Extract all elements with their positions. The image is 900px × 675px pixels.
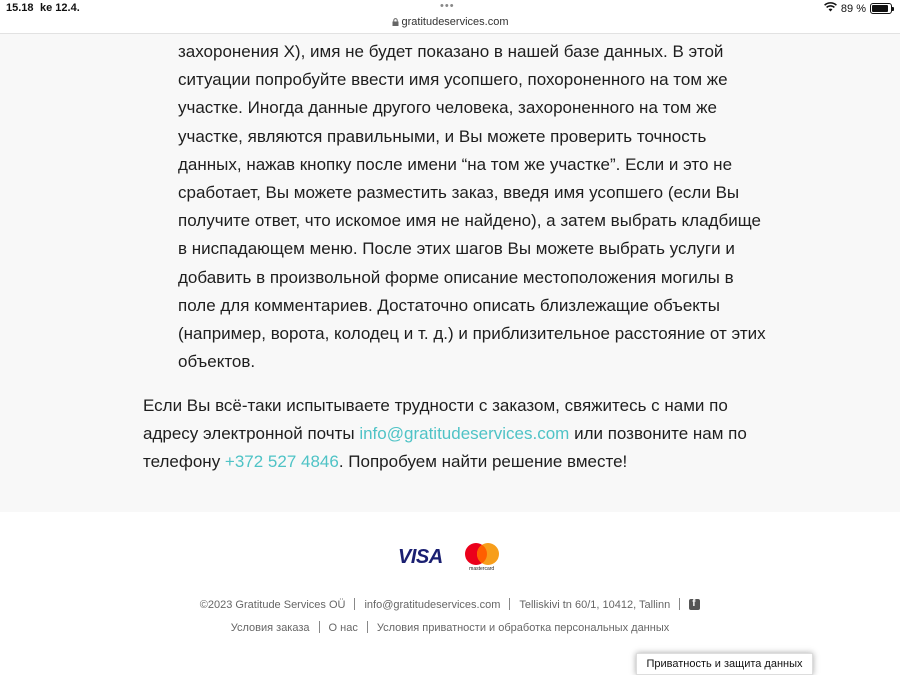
mastercard-label: mastercard bbox=[469, 566, 495, 572]
more-dots-icon[interactable]: ••• bbox=[440, 0, 455, 12]
facebook-icon[interactable]: f bbox=[689, 599, 700, 610]
url-text: gratitudeservices.com bbox=[401, 16, 509, 28]
footer bbox=[0, 512, 900, 675]
privacy-policy-link[interactable]: Условия приватности и обработка персональных данных bbox=[376, 622, 670, 634]
footer-info-row bbox=[0, 598, 900, 611]
visa-logo: VISA bbox=[398, 545, 443, 568]
footer-links-row bbox=[0, 621, 900, 634]
mastercard-logo bbox=[463, 542, 501, 572]
separator bbox=[367, 621, 368, 633]
battery-percent: 89 % bbox=[840, 2, 866, 15]
contact-text-1: Если Вы всё-таки испытываете трудности с заказом, свяжитесь с нами по адресу электронной почты bbox=[143, 396, 728, 444]
separator bbox=[319, 621, 320, 633]
status-time: 15.18 bbox=[6, 2, 34, 14]
phone-link[interactable]: +372 527 4846 bbox=[224, 452, 339, 472]
wifi-icon bbox=[824, 2, 837, 15]
battery-fill bbox=[872, 5, 888, 12]
status-date: ke 12.4. bbox=[40, 2, 80, 14]
footer-address: Telliskivi tn 60/1, 10412, Tallinn bbox=[519, 599, 671, 611]
about-link[interactable]: О нас bbox=[328, 622, 358, 634]
main-content bbox=[0, 34, 900, 512]
address-bar[interactable] bbox=[0, 16, 900, 28]
battery-icon bbox=[870, 3, 892, 14]
separator bbox=[509, 598, 510, 610]
payment-logos bbox=[398, 542, 501, 572]
footer-email-link[interactable]: info@gratitudeservices.com bbox=[364, 599, 501, 611]
terms-link[interactable]: Условия заказа bbox=[230, 622, 310, 634]
email-link[interactable]: info@gratitudeservices.com bbox=[359, 424, 570, 444]
status-bar bbox=[0, 0, 900, 34]
contact-text-3: . Попробуем найти решение вместе! bbox=[338, 452, 628, 472]
copyright: ©2023 Gratitude Services OÜ bbox=[199, 599, 346, 611]
contact-paragraph bbox=[143, 392, 773, 477]
instructions-paragraph: захоронения X), имя не будет показано в нашей базе данных. В этой ситуации попробуйте ввести имя усопшего, похороненного на том же участке. Иногда данные другого человека, захороненного на том же участке, являются правильными, и Вы можете проверить точность данных, нажав кнопку после имени “на том же участке”. Если и это не сработает, Вы можете разместить заказ, введя имя усопшего (если Вы получите ответ, что искомое имя не найдено), а затем выбрать кладбище в ниспадающем меню. После этих шагов Вы можете выбрать услуги и добавить в произвольной форме описание местоположения могилы в поле для комментариев. Достаточно описать близлежащие объекты (например, ворота, колодец и т. д.) и приблизительное расстояние от этих объектов. bbox=[178, 42, 766, 372]
contact-text-2: или позвоните нам по телефону bbox=[143, 424, 747, 472]
privacy-settings-button[interactable]: Приватность и защита данных bbox=[636, 653, 813, 675]
separator bbox=[354, 598, 355, 610]
status-right bbox=[824, 2, 892, 15]
separator bbox=[679, 598, 680, 610]
lock-icon bbox=[392, 18, 399, 26]
